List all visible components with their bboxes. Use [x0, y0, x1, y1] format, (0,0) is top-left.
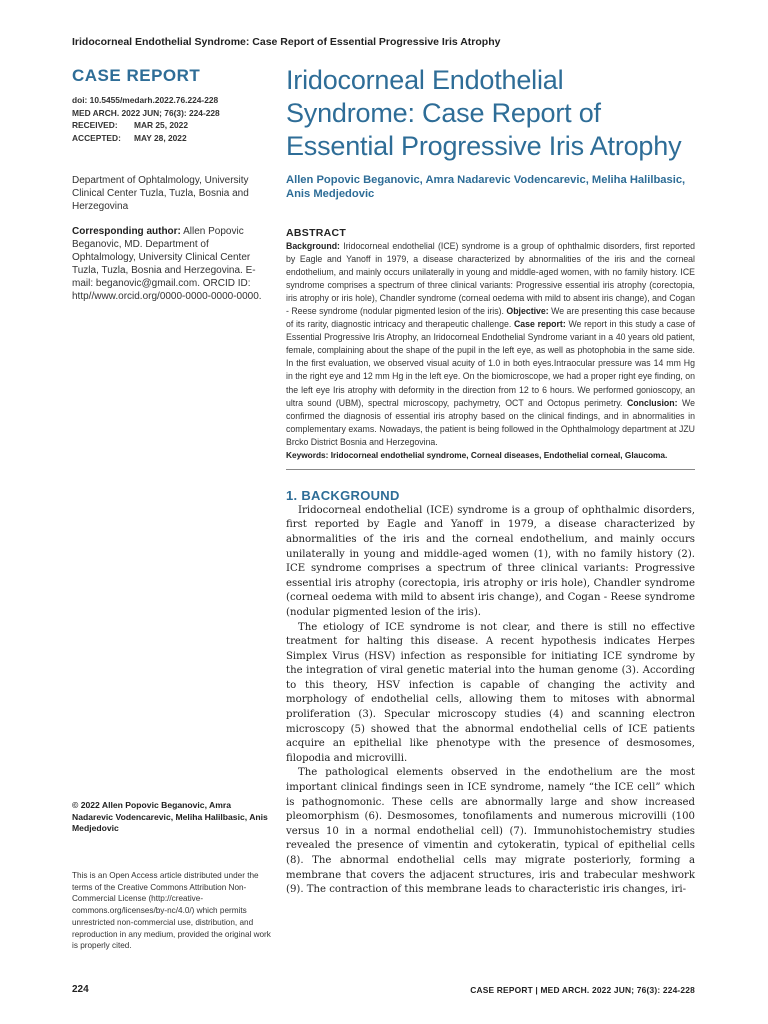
abstract-objective-label: Objective: [506, 306, 549, 317]
accepted-date: MAY 28, 2022 [134, 132, 187, 143]
author-list: Allen Popovic Beganovic, Amra Nadarevic Vodencarevic, Meliha Halilbasic, Anis Medjedovic [286, 174, 686, 200]
abstract-background-text: Iridocorneal endothelial (ICE) syndrome is a group of ophthalmic disorders, first reported by Eagle and Yanoff in 1979, a disease characterized by abnormalities of the iris and the corneal endothelium, and mainly occurs unilaterally in young and middle-aged women, with no family history. ICE syndrome comprises a spectrum of three clinical variants: Progressive essential iris atrophy (corectopia, iris atrophy or iris hole), Chandler syndrome (corneal oedema with mild to absent iris change), and Cogan - Reese syndrome (nodular pigmented lesion of the iris). [286, 241, 695, 317]
accepted-label: ACCEPTED: [72, 132, 121, 143]
received-date: MAR 25, 2022 [134, 120, 188, 130]
affiliation: Department of Ophtalmology, University Clinical Center Tuzla, Tuzla, Bosnia and Herzegovina [72, 175, 249, 212]
left-sidebar [72, 66, 268, 303]
page-number: 224 [72, 984, 89, 995]
abstract-case-text: We report in this study a case of Essential Progressive Iris Atrophy, an Iridocorneal Endothelial Syndrome variant in a 40 years old patient, female, complaining about the shape of the pupil in the left eye, as well as photophobia in the same side. In the first evaluation, we observed visual acuity of 1.0 in both eyes.Intraocular pressure was 14 mm Hg in the right eye and 12 mm Hg in the left eye. On the biomicroscope, we had a proper right eye finding, on the left eye Iris atrophy with deformity in the direction from 12 to 6 hours. We performed gonioscopy, an ultra sound (UBM), spectral microscopy, pachymetry, OCT and Octopus perimetry. [286, 319, 695, 408]
running-footer: CASE REPORT | MED ARCH. 2022 JUN; 76(3): 224-228 [470, 985, 695, 995]
abstract-body [286, 240, 695, 449]
abstract-conclusion-label: Conclusion: [626, 397, 678, 408]
article-type-label: CASE REPORT [72, 66, 201, 85]
received-row [72, 119, 268, 132]
abstract-case-label: Case report: [513, 319, 566, 330]
abstract-background-label: Background: [286, 241, 340, 251]
article-title: Iridocorneal Endothelial Syndrome: Case Report of Essential Progressive Iris Atrophy [286, 65, 682, 161]
section-heading-background: 1. BACKGROUND [286, 487, 400, 503]
citation: MED ARCH. 2022 JUN; 76(3): 224-228 [72, 107, 220, 118]
doi: doi: 10.5455/medarh.2022.76.224-228 [72, 95, 219, 105]
main-column [286, 64, 695, 898]
paragraph: The pathological elements observed in the endothelium are the most important clinical findings seen in ICE syndrome, namely “the ICE cell” which is pathognomonic. These cells are abnormally large and show increased pleomorphism (6). Desmosomes, tonofilaments and numerous microvilli (100 versus 10 in a normal endothelial cell) (7). Immunohistochemistry studies revealed the presence of vimentin and cytokeratin, typical of epithelial cells (8). The abnormal endothelial cells may migrate posteriorly, forming a membrane that covers the adjacent structures, iris and trabecular meshwork (9). The contraction of this membrane leads to characteristic iris changes, iri- [286, 767, 695, 896]
paragraph: Iridocorneal endothelial (ICE) syndrome is a group of ophthalmic disorders, first reported by Eagle and Yanoff in 1979, a disease characterized by abnormalities of the iris and the corneal endothelium, and mainly occurs unilaterally in young and middle-aged women (1), with no family history (2). ICE syndrome comprises a spectrum of three clinical variants: Progressive essential iris atrophy (corectopia, iris atrophy or iris hole), Chandler syndrome (corneal oedema with mild to absent iris change), and Cogan - Reese syndrome (nodular pigmented lesion of the iris). [286, 504, 695, 618]
paragraph: The etiology of ICE syndrome is not clear, and there is still no effective treatment for halting this disease. A recent hypothesis indicates Herpes Simplex Virus (HSV) infection as responsible for initiating ICE syndrome by the integration of viral genetic material into the human genome (3). According to this theory, HSV infection is capable of changing the activity and morphology of endothelial cells, allowing them to mitoses with abnormal proliferation (3). Specular microscopy studies (4) and scanning electron microscopy (5) showed that the abnormal endothelial cells of ICE patients acquire an epithelial like phenotype with the presence of desmosomes, filopodia and microvilli. [286, 621, 695, 764]
section-body-background [286, 504, 695, 898]
abstract-conclusion-text: We confirmed the diagnosis of essential iris atrophy based on the clinical findings, and in abnormalities in complementary exams. Nowadays, the patient is being followed in the Ophthalmology department at JZU Brcko District Bosnia and Herzegovina. [286, 397, 695, 447]
corresponding-author [72, 225, 268, 303]
received-label: RECEIVED: [72, 120, 118, 130]
license-notice: This is an Open Access article distributed under the terms of the Creative Commons Attribution Non-Commercial License (http://creative-commons.org/licenses/by-nc/4.0/) which permits unrestricted non-commercial use, distribution, and reproduction in any medium, provided the original work is properly cited. [72, 871, 271, 951]
copyright-notice: © 2022 Allen Popovic Beganovic, Amra Nadarevic Vodencarevic, Meliha Halilbasic, Anis Medjedovic [72, 800, 268, 834]
abstract-objective-text: We are presenting this case because of its rarity, diagnostic intricacy and therapeutic challenge. [286, 306, 695, 330]
corresponding-author-label: Corresponding author: [72, 226, 181, 237]
accepted-row [72, 132, 268, 145]
running-header: Iridocorneal Endothelial Syndrome: Case Report of Essential Progressive Iris Atrophy [72, 36, 501, 48]
corresponding-author-text: Allen Popovic Beganovic, MD. Department of Ophtalmology, University Clinical Center Tuzla, Tuzla, Bosnia and Herzegovina. E-mail: beganovic@gmail.com. ORCID ID: http//www.orcid.org/0000-0000-0000-0000. [72, 226, 262, 302]
section-divider [286, 469, 695, 470]
keywords: Keywords: Iridocorneal endothelial syndrome, Corneal diseases, Endothelial corneal, Glaucoma. [286, 449, 668, 460]
abstract-heading: ABSTRACT [286, 227, 347, 239]
article-metadata [72, 94, 268, 144]
